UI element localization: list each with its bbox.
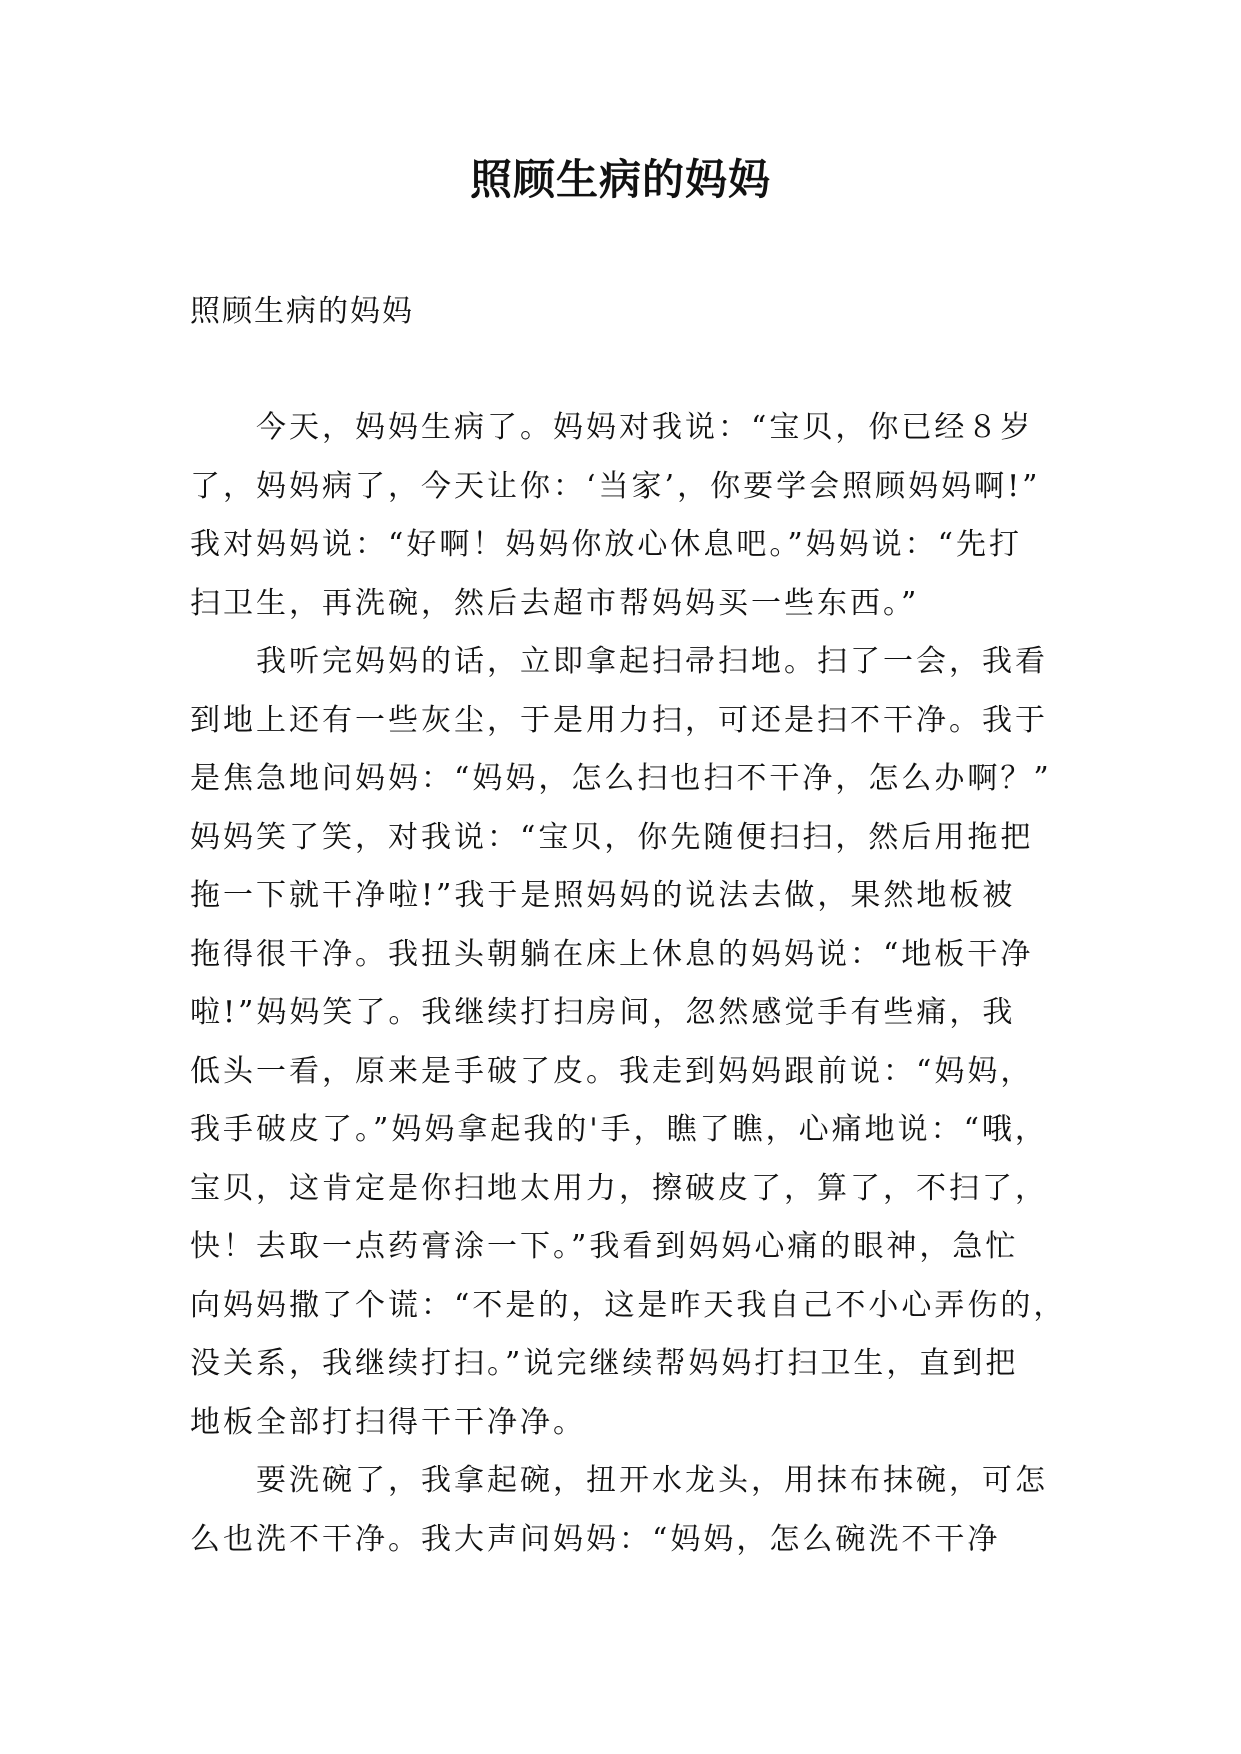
document-title: 照顾生病的妈妈 bbox=[469, 155, 771, 204]
body-line: 是焦急地问妈妈：“妈妈，怎么扫也扫不干净，怎么办啊？” bbox=[190, 761, 1052, 796]
body-line: 我听完妈妈的话，立即拿起扫帚扫地。扫了一会，我看 bbox=[256, 644, 1048, 679]
body-line: 啦!”妈妈笑了。我继续打扫房间，忽然感觉手有些痛，我 bbox=[190, 995, 1016, 1030]
body-line: 向妈妈撒了个谎：“不是的，这是昨天我自己不小心弄伤的， bbox=[190, 1287, 1067, 1323]
body-line: 到地上还有一些灰尘，于是用力扫，可还是扫不干净。我于 bbox=[190, 702, 1048, 738]
body-line: 扫卫生，再洗碗，然后去超市帮妈妈买一些东西。” bbox=[190, 585, 920, 621]
document-body bbox=[190, 408, 1070, 1578]
body-line: 要洗碗了，我拿起碗，扭开水龙头，用抹布抹碗，可怎 bbox=[256, 1463, 1048, 1498]
body-line: 没关系，我继续打扫。”说完继续帮妈妈打扫卫生，直到把 bbox=[190, 1346, 1019, 1381]
body-line: 低头一看，原来是手破了皮。我走到妈妈跟前说：“妈妈， bbox=[190, 1053, 1034, 1089]
body-line: 拖一下就干净啦!”我于是照妈妈的说法去做，果然地板被 bbox=[190, 878, 1016, 913]
body-line: 宝贝，这肯定是你扫地太用力，擦破皮了，算了，不扫了， bbox=[190, 1170, 1048, 1206]
body-line: 了，妈妈病了，今天让你：‘当家’，你要学会照顾妈妈啊!” bbox=[190, 468, 1041, 504]
body-line: 拖得很干净。我扭头朝躺在床上休息的妈妈说：“地板干净 bbox=[190, 936, 1034, 972]
body-line: 妈妈笑了笑，对我说：“宝贝，你先随便扫扫，然后用拖把 bbox=[190, 819, 1034, 855]
body-line: 么也洗不干净。我大声问妈妈：“妈妈，怎么碗洗不干净 bbox=[190, 1521, 1001, 1557]
body-line: 我手破皮了。”妈妈拿起我的'手，瞧了瞧，心痛地说：“哦， bbox=[190, 1112, 1048, 1147]
body-line: 我对妈妈说：“好啊！妈妈你放心休息吧。”妈妈说：“先打 bbox=[190, 527, 1023, 562]
body-line: 地板全部打扫得干干净净。 bbox=[190, 1404, 586, 1440]
document-subtitle: 照顾生病的妈妈 bbox=[190, 294, 414, 329]
body-line: 快！去取一点药膏涂一下。”我看到妈妈心痛的眼神，急忙 bbox=[190, 1229, 1019, 1264]
body-line: 今天，妈妈生病了。妈妈对我说：“宝贝，你已经８岁 bbox=[256, 410, 1034, 445]
